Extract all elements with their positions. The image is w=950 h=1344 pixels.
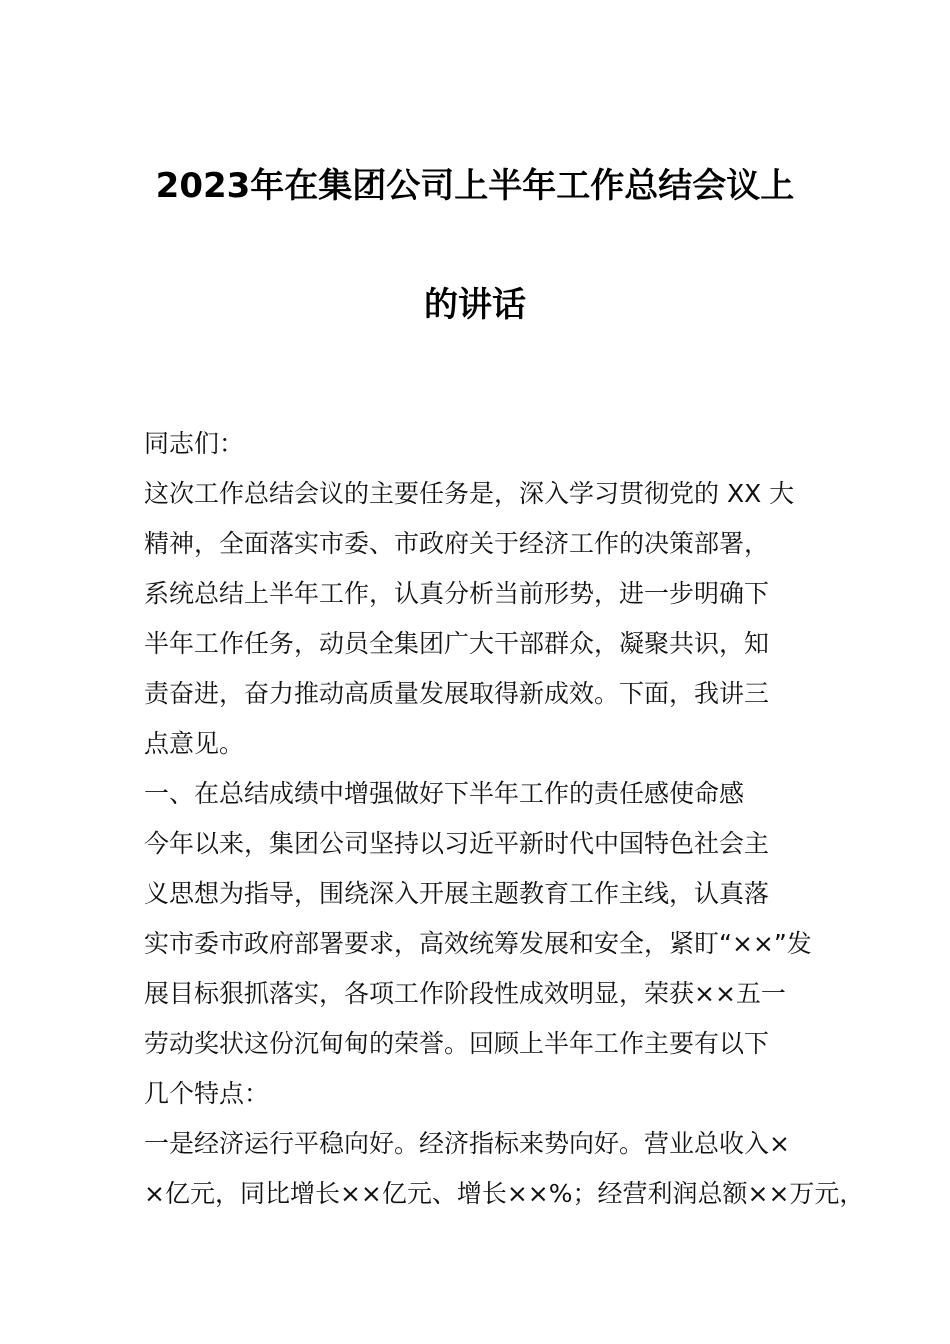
body-line: 实市委市政府部署要求，高效统筹发展和安全，紧盯“××”发: [144, 929, 812, 958]
body-line: 劳动奖状这份沉甸甸的荣誉。回顾上半年工作主要有以下: [144, 1029, 770, 1058]
document-body: [144, 419, 865, 1219]
body-line: 责奋进，奋力推动高质量发展取得新成效。下面，我讲三: [144, 679, 770, 708]
body-line: 点意见。: [144, 729, 245, 758]
salutation: 同志们：: [144, 429, 245, 458]
body-line: 几个特点：: [144, 1079, 270, 1108]
body-line: 精神，全面落实市委、市政府关于经济工作的决策部署，: [144, 529, 770, 558]
body-line: 展目标狠抓落实，各项工作阶段性成效明显，荣获××五一: [144, 979, 786, 1008]
body-line: 系统总结上半年工作，认真分析当前形势，进一步明确下: [144, 579, 770, 608]
document-title-line-2: 的讲话: [424, 285, 526, 325]
body-line: 这次工作总结会议的主要任务是，深入学习贯彻党的 XX 大: [144, 479, 795, 508]
body-line: ×亿元，同比增长××亿元、增长××%；经营利润总额××万元，: [144, 1179, 865, 1208]
body-line: 义思想为指导，围绕深入开展主题教育工作主线，认真落: [144, 879, 770, 908]
body-line: 一是经济运行平稳向好。经济指标来势向好。营业总收入×: [144, 1129, 790, 1158]
body-line: 半年工作任务，动员全集团广大干部群众，凝聚共识，知: [144, 629, 770, 658]
document-title-line-1: 2023年在集团公司上半年工作总结会议上: [155, 166, 795, 206]
body-line: 今年以来，集团公司坚持以习近平新时代中国特色社会主: [144, 829, 770, 858]
section-heading: 一、在总结成绩中增强做好下半年工作的责任感使命感: [144, 779, 745, 808]
